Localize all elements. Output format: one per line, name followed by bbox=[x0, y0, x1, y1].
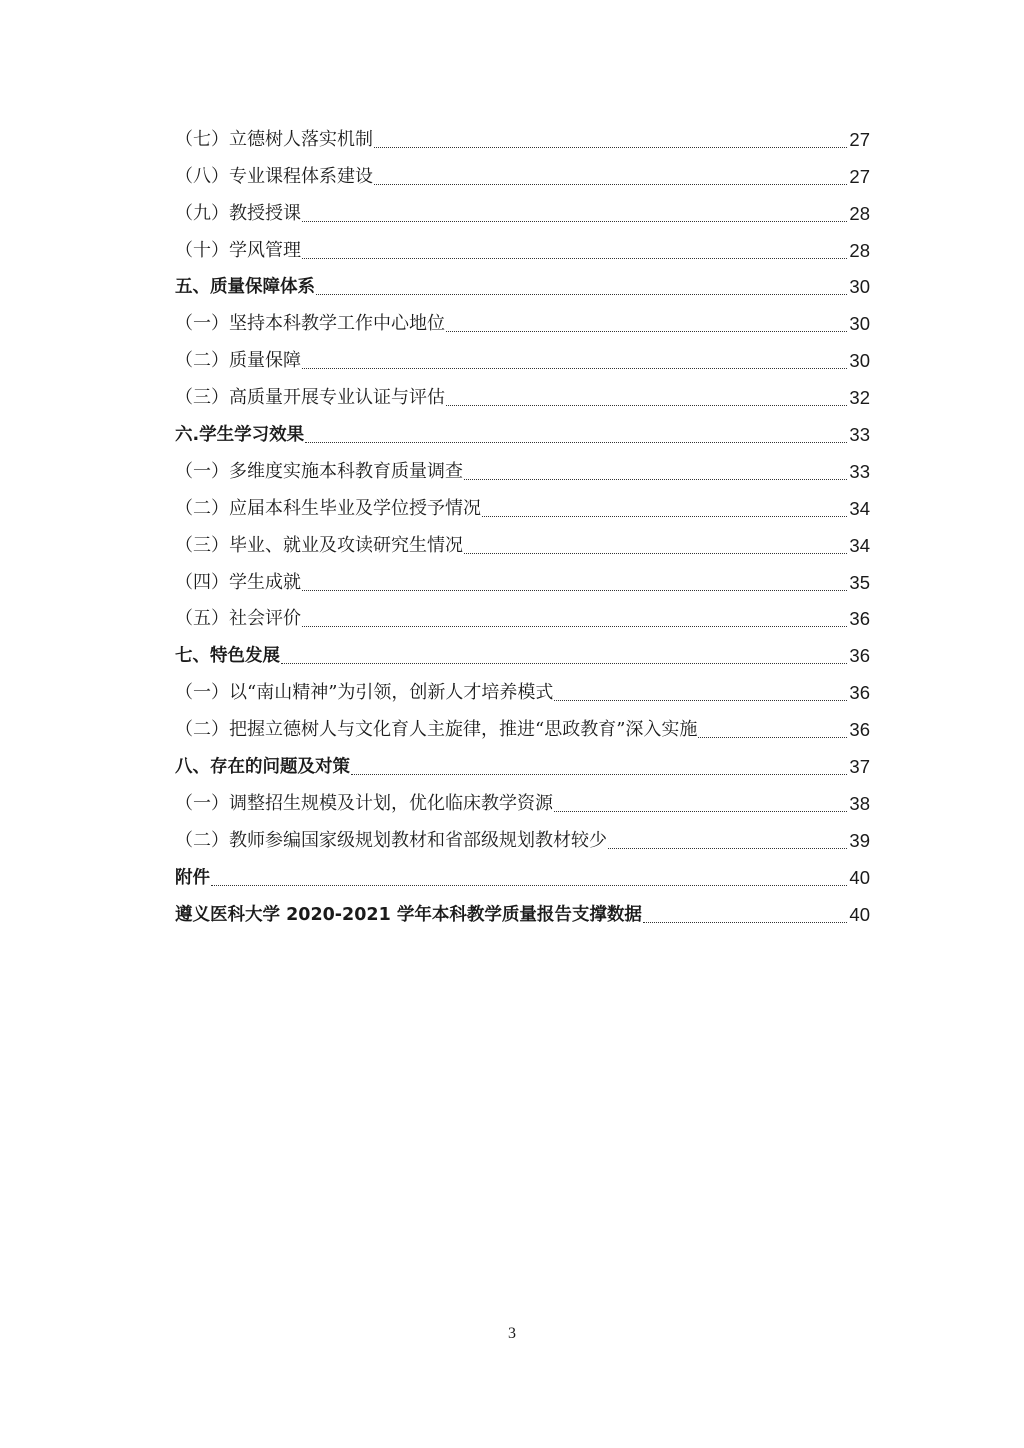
toc-entry-title: （三）高质量开展专业认证与评估 bbox=[175, 387, 445, 409]
toc-entry-title: （二）把握立德树人与文化育人主旋律，推进“思政教育”深入实施 bbox=[175, 719, 698, 741]
toc-entry[interactable] bbox=[175, 819, 870, 856]
toc-entry[interactable] bbox=[175, 266, 870, 303]
toc-dot-leader bbox=[643, 922, 847, 923]
toc-dot-leader bbox=[554, 811, 847, 812]
toc-entry-page-number: 27 bbox=[849, 128, 870, 150]
page-number: 3 bbox=[508, 1325, 516, 1342]
toc-entry-page-number: 34 bbox=[849, 534, 870, 556]
toc-entry[interactable] bbox=[175, 561, 870, 598]
toc-entry-title: （七）立德树人落实机制 bbox=[175, 128, 373, 150]
toc-entry[interactable] bbox=[175, 339, 870, 376]
toc-dot-leader bbox=[554, 700, 847, 701]
toc-dot-leader bbox=[374, 184, 847, 185]
toc-entry[interactable] bbox=[175, 893, 870, 930]
toc-entry-page-number: 30 bbox=[849, 350, 870, 372]
toc-entry-page-number: 33 bbox=[849, 460, 870, 482]
toc-entry-page-number: 36 bbox=[849, 608, 870, 630]
toc-entry[interactable] bbox=[175, 856, 870, 893]
toc-dot-leader bbox=[608, 848, 847, 849]
toc-entry[interactable] bbox=[175, 192, 870, 229]
toc-dot-leader bbox=[482, 516, 847, 517]
toc-entry-title: （二）应届本科生毕业及学位授予情况 bbox=[175, 497, 481, 519]
toc-entry[interactable] bbox=[175, 782, 870, 819]
toc-entry-page-number: 38 bbox=[849, 792, 870, 814]
toc-entry[interactable] bbox=[175, 376, 870, 413]
toc-entry[interactable] bbox=[175, 745, 870, 782]
toc-dot-leader bbox=[351, 774, 847, 775]
toc-entry-page-number: 36 bbox=[849, 645, 870, 667]
toc-entry-title: （二）教师参编国家级规划教材和省部级规划教材较少 bbox=[175, 829, 607, 851]
toc-entry[interactable] bbox=[175, 598, 870, 635]
toc-entry-page-number: 35 bbox=[849, 571, 870, 593]
toc-entry-page-number: 28 bbox=[849, 239, 870, 261]
toc-entry-page-number: 40 bbox=[849, 866, 870, 888]
toc-entry[interactable] bbox=[175, 524, 870, 561]
toc-dot-leader bbox=[446, 331, 847, 332]
toc-entry[interactable] bbox=[175, 708, 870, 745]
toc-dot-leader bbox=[302, 221, 847, 222]
toc-entry-page-number: 30 bbox=[849, 313, 870, 335]
toc-entry-title: （三）毕业、就业及攻读研究生情况 bbox=[175, 534, 463, 556]
toc-entry-title: 附件 bbox=[175, 867, 210, 888]
toc-dot-leader bbox=[374, 147, 847, 148]
toc-dot-leader bbox=[302, 258, 847, 259]
toc-dot-leader bbox=[211, 885, 847, 886]
toc-entry[interactable] bbox=[175, 671, 870, 708]
toc-entry-title: 八、存在的问题及对策 bbox=[175, 757, 350, 778]
toc-entry-title: 五、质量保障体系 bbox=[175, 277, 315, 298]
toc-dot-leader bbox=[446, 405, 847, 406]
toc-entry-title: （十）学风管理 bbox=[175, 239, 301, 261]
toc-dot-leader bbox=[316, 294, 847, 295]
toc-entry-page-number: 39 bbox=[849, 829, 870, 851]
toc-entry-page-number: 30 bbox=[849, 276, 870, 298]
toc-entry[interactable] bbox=[175, 634, 870, 671]
toc-entry-page-number: 33 bbox=[849, 424, 870, 446]
toc-entry-page-number: 28 bbox=[849, 202, 870, 224]
toc-dot-leader bbox=[302, 590, 847, 591]
toc-entry[interactable] bbox=[175, 229, 870, 266]
toc-entry-title: （一）坚持本科教学工作中心地位 bbox=[175, 313, 445, 335]
toc-entry-title: （一）多维度实施本科教育质量调查 bbox=[175, 460, 463, 482]
toc-entry-title: 六.学生学习效果 bbox=[175, 425, 305, 446]
toc-entry-title: （九）教授授课 bbox=[175, 202, 301, 224]
toc-dot-leader bbox=[302, 626, 847, 627]
toc-entry-title: （一）调整招生规模及计划，优化临床教学资源 bbox=[175, 792, 553, 814]
toc-entry[interactable] bbox=[175, 450, 870, 487]
toc-entry[interactable] bbox=[175, 155, 870, 192]
toc-entry-page-number: 36 bbox=[849, 719, 870, 741]
toc-entry-title: （四）学生成就 bbox=[175, 571, 301, 593]
toc-entry-page-number: 40 bbox=[849, 903, 870, 925]
toc-entry-page-number: 36 bbox=[849, 682, 870, 704]
toc-entry-title: （八）专业课程体系建设 bbox=[175, 165, 373, 187]
toc-entry-title: 遵义医科大学 2020-2021 学年本科教学质量报告支撑数据 bbox=[175, 904, 642, 925]
toc-entry[interactable] bbox=[175, 487, 870, 524]
toc-entry-title: （五）社会评价 bbox=[175, 608, 301, 630]
table-of-contents bbox=[175, 118, 870, 930]
toc-dot-leader bbox=[698, 737, 847, 738]
toc-entry-page-number: 27 bbox=[849, 165, 870, 187]
toc-entry[interactable] bbox=[175, 118, 870, 155]
toc-entry-title: 七、特色发展 bbox=[175, 646, 280, 667]
toc-dot-leader bbox=[281, 663, 847, 664]
toc-entry-title: （一）以“南山精神”为引领，创新人才培养模式 bbox=[175, 682, 554, 704]
toc-entry-page-number: 34 bbox=[849, 497, 870, 519]
toc-entry-page-number: 32 bbox=[849, 387, 870, 409]
toc-entry-title: （二）质量保障 bbox=[175, 350, 301, 372]
toc-dot-leader bbox=[464, 553, 847, 554]
toc-entry-page-number: 37 bbox=[849, 756, 870, 778]
toc-dot-leader bbox=[305, 442, 847, 443]
toc-dot-leader bbox=[464, 479, 847, 480]
toc-entry[interactable] bbox=[175, 413, 870, 450]
toc-entry[interactable] bbox=[175, 302, 870, 339]
toc-dot-leader bbox=[302, 368, 847, 369]
